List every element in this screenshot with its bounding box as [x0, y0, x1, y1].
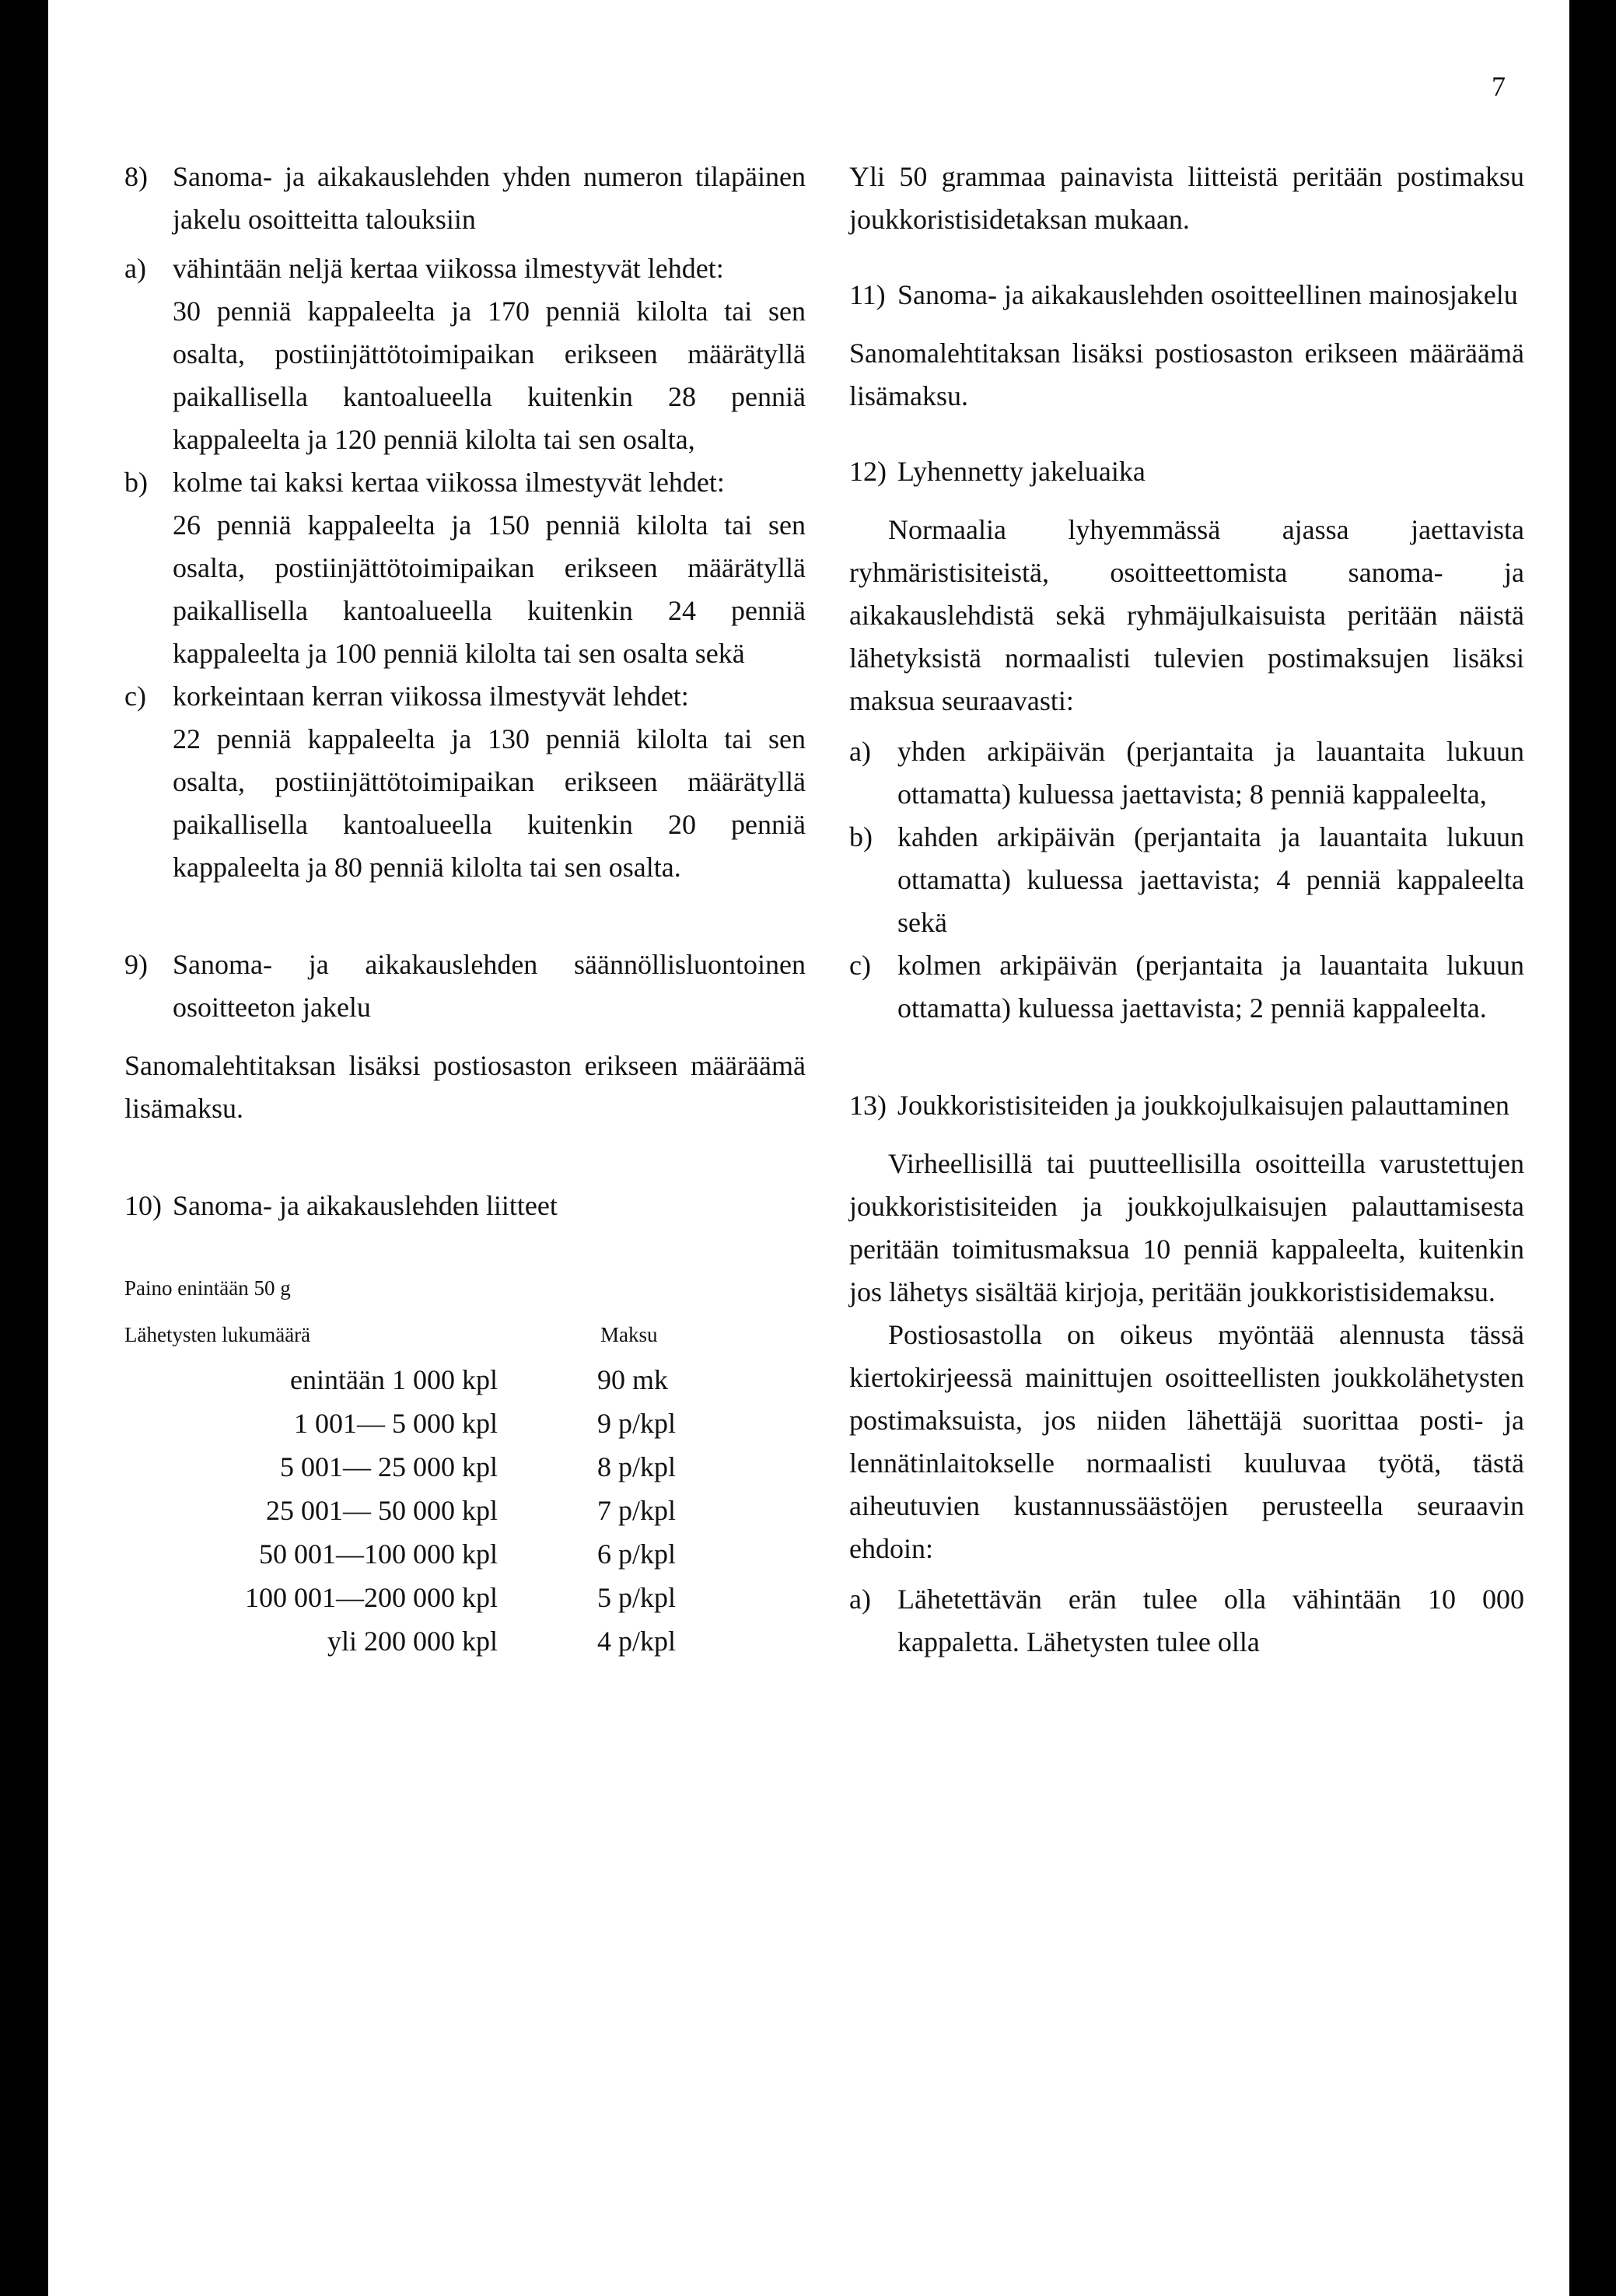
scan-border-right [1569, 0, 1616, 2296]
item-heading-text: korkeintaan kerran viikossa ilmestyvät lehdet: [173, 681, 689, 712]
column-header-quantity: Lähetysten lukumäärä [124, 1323, 311, 1346]
item-b-text: 26 penniä kappaleelta ja 150 penniä kilolta tai sen osalta, postiinjättötoimipaikan erikseen määrätyllä paikallisella kantoalueella kuitenkin 24 penniä kappaleelta ja 100 penniä kilolta tai sen osalta sekä [173, 509, 806, 669]
fee-cell: 9 p/kpl [597, 1408, 677, 1439]
section-title: Sanoma- ja aikakauslehden liitteet [173, 1190, 558, 1221]
table-row [124, 1576, 753, 1619]
section-number: 11) [849, 279, 886, 310]
weight-note: Paino enintään 50 g [124, 1276, 291, 1300]
left-column [124, 156, 806, 1663]
table-row [124, 1402, 753, 1445]
item-label: b) [849, 821, 873, 852]
section-title: Lyhennetty jakeluaika [897, 456, 1146, 487]
section-title: Joukkoristisiteiden ja joukkojulkaisujen palauttaminen [897, 1090, 1509, 1121]
section-11-text: Sanomalehtitaksan lisäksi postiosaston erikseen määräämä lisämaksu. [849, 338, 1524, 411]
item-text: kahden arkipäivän (perjantaita ja lauantaita lukuun ottamatta) kuluessa jaettavista; 4 penniä kappaleelta sekä [897, 821, 1524, 938]
section-13 [849, 1084, 1524, 1664]
section-title: Sanoma- ja aikakauslehden säännöllisluontoinen osoitteeton jakelu [173, 949, 806, 1023]
section-8 [124, 156, 806, 889]
item-label: c) [124, 681, 146, 712]
section-9-text: Sanomalehtitaksan lisäksi postiosaston erikseen määräämä lisämaksu. [124, 1050, 806, 1124]
table-row [124, 1619, 753, 1663]
item-c-text: 22 penniä kappaleelta ja 130 penniä kilolta tai sen osalta, postiinjättötoimipaikan erikseen määrätyllä paikallisella kantoalueella kuitenkin 20 penniä kappaleelta ja 80 penniä kilolta tai sen osalta. [173, 723, 806, 883]
item-heading-text: kolme tai kaksi kertaa viikossa ilmestyvät lehdet: [173, 467, 725, 498]
section-13-paragraph-1: Virheellisillä tai puutteellisilla osoitteilla varustettujen joukkoristisiteiden ja joukkojulkaisujen palauttamisesta peritään toimitusmaksua 10 penniä kappaleelta, kuitenkin jos lähetys sisältää kirjoja, peritään joukkoristisidemaksu. [849, 1148, 1524, 1307]
table-row [124, 1358, 753, 1402]
spacer-cell [498, 1532, 597, 1576]
table-row [124, 1489, 753, 1532]
spacer-cell [498, 1358, 597, 1402]
section-number: 8) [124, 161, 148, 192]
rate-table [124, 1358, 753, 1663]
section-13-heading [849, 1084, 1524, 1127]
section-9-heading [124, 943, 806, 1029]
fee-cell: 4 p/kpl [597, 1626, 677, 1657]
item-text: kolmen arkipäivän (perjantaita ja lauantaita lukuun ottamatta) kuluessa jaettavista; 2 penniä kappaleelta. [897, 950, 1524, 1024]
item-heading-text: vähintään neljä kertaa viikossa ilmestyvät lehdet: [173, 253, 724, 284]
item-c-heading [124, 675, 806, 718]
item-label: b) [124, 467, 148, 498]
section-number: 9) [124, 949, 148, 980]
item-b-heading [124, 461, 806, 504]
item-c [849, 944, 1524, 1030]
section-10-heading [124, 1185, 806, 1227]
quantity-cell: 5 001— 25 000 kpl [279, 1451, 498, 1482]
quantity-cell: enintään 1 000 kpl [290, 1364, 498, 1395]
table-row [124, 1532, 753, 1576]
fee-cell: 5 p/kpl [597, 1582, 677, 1613]
quantity-cell: 25 001— 50 000 kpl [265, 1495, 498, 1526]
spacer-cell [498, 1445, 597, 1489]
attachments-intro: Yli 50 grammaa painavista liitteistä peritään postimaksu joukkoristisidetaksan mukaan. [849, 161, 1524, 235]
quantity-cell: 1 001— 5 000 kpl [293, 1408, 498, 1439]
right-column [849, 156, 1524, 1664]
quantity-cell: 50 001—100 000 kpl [258, 1538, 498, 1570]
item-b [849, 816, 1524, 944]
section-11-heading [849, 274, 1524, 317]
section-11 [849, 274, 1524, 418]
section-13-paragraph-2: Postiosastolla on oikeus myöntää alennusta tässä kiertokirjeessä mainittujen osoitteellisten joukkolähetysten postimaksuista, jos niiden lähettäjä suorittaa posti- ja lennätinlaitokselle normaalisti kuuluvaa työtä, tästä aiheutuvien kustannussäästöjen perusteella seuraavin ehdoin: [849, 1319, 1524, 1564]
quantity-cell: yli 200 000 kpl [327, 1626, 498, 1657]
scan-border-left [0, 0, 48, 2296]
section-10 [124, 1185, 806, 1663]
item-label: c) [849, 950, 871, 981]
spacer-cell [498, 1619, 597, 1663]
item-a [849, 730, 1524, 816]
item-a [849, 1578, 1524, 1664]
section-12-text: Normaalia lyhyemmässä ajassa jaettavista ryhmäristisiteistä, osoitteettomista sanoma- ja aikakauslehdistä sekä ryhmäjulkaisuista peritään näistä lähetyksistä normaalisti tulevien postimaksujen lisäksi maksua seuraavasti: [849, 514, 1524, 716]
section-number: 12) [849, 456, 887, 487]
fee-cell: 90 mk [597, 1364, 669, 1395]
page-number: 7 [1492, 71, 1506, 102]
item-label: a) [849, 736, 871, 767]
section-8-heading [124, 156, 806, 241]
spacer-cell [498, 1576, 597, 1619]
fee-cell: 8 p/kpl [597, 1451, 677, 1482]
rate-table-header [124, 1321, 806, 1349]
section-title: Sanoma- ja aikakauslehden yhden numeron tilapäinen jakelu osoitteitta talouksiin [173, 161, 806, 235]
table-row [124, 1445, 753, 1489]
item-a-heading [124, 247, 806, 290]
fee-cell: 6 p/kpl [597, 1538, 677, 1570]
item-label: a) [124, 253, 146, 284]
section-9 [124, 943, 806, 1130]
section-12 [849, 450, 1524, 1030]
fee-cell: 7 p/kpl [597, 1495, 677, 1526]
section-number: 10) [124, 1190, 162, 1221]
section-number: 13) [849, 1090, 887, 1121]
item-a-text: 30 penniä kappaleelta ja 170 penniä kilolta tai sen osalta, postiinjättötoimipaikan erikseen määrätyllä paikallisella kantoalueella kuitenkin 28 penniä kappaleelta ja 120 penniä kilolta tai sen osalta, [173, 296, 806, 455]
item-text: Lähetettävän erän tulee olla vähintään 10 000 kappaletta. Lähetysten tulee olla [897, 1584, 1524, 1657]
item-text: yhden arkipäivän (perjantaita ja lauantaita lukuun ottamatta) kuluessa jaettavista; 8 penniä kappaleelta, [897, 736, 1524, 810]
spacer-cell [498, 1402, 597, 1445]
section-12-heading [849, 450, 1524, 493]
column-header-fee: Maksu [600, 1323, 658, 1346]
quantity-cell: 100 001—200 000 kpl [244, 1582, 498, 1613]
item-label: a) [849, 1584, 871, 1615]
spacer-cell [498, 1489, 597, 1532]
section-title: Sanoma- ja aikakauslehden osoitteellinen mainosjakelu [897, 279, 1518, 310]
